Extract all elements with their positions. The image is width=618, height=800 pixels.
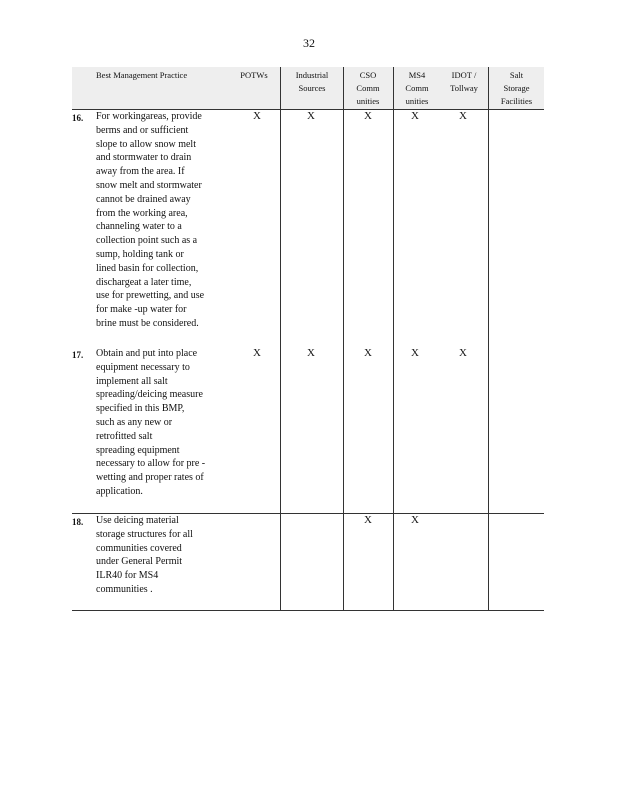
mark-cso: X xyxy=(364,347,372,359)
header-potws: POTWs xyxy=(240,70,268,80)
row-description xyxy=(96,110,226,331)
mark-idot: X xyxy=(459,110,467,122)
header-cso: CSO Comm unities xyxy=(356,70,380,106)
column-divider xyxy=(343,67,344,611)
text-line: berms and or sufficient xyxy=(96,124,189,136)
page-number: 32 xyxy=(303,36,315,50)
text-line: application. xyxy=(96,485,143,497)
text-line: cannot be drained away xyxy=(96,193,191,205)
mark-ms4: X xyxy=(411,110,419,122)
row-number: 18. xyxy=(72,517,84,527)
mark-ms4: X xyxy=(411,347,419,359)
row-description xyxy=(96,514,226,597)
text-line: necessary to allow for pre - xyxy=(96,458,206,470)
text-line: under General Permit xyxy=(96,556,183,568)
text-line: from the working area, xyxy=(96,207,188,219)
mark-cso: X xyxy=(364,110,372,122)
mark-industrial: X xyxy=(307,347,315,359)
mark-cso: X xyxy=(364,514,372,526)
mark-potws: X xyxy=(253,347,261,359)
header-industrial: Industrial Sources xyxy=(295,70,329,93)
text-line: away from the area. If xyxy=(96,166,185,178)
text-line: dischargeat a later time, xyxy=(96,276,192,288)
text-line: communities . xyxy=(96,583,153,595)
text-line: snow melt and stormwater xyxy=(96,179,202,191)
text-line: and stormwater to drain xyxy=(96,152,192,164)
header-salt: Salt Storage Facilities xyxy=(500,70,533,106)
column-divider xyxy=(280,67,281,611)
text-line: wetting and proper rates of xyxy=(96,472,204,484)
text-line: communities covered xyxy=(96,542,182,554)
row-number: 16. xyxy=(72,113,84,123)
column-divider xyxy=(488,67,489,611)
header-idot: IDOT / Tollway xyxy=(450,70,478,93)
table-header xyxy=(72,67,544,110)
table-bottom-rule xyxy=(72,610,544,611)
text-line: specified in this BMP, xyxy=(96,403,185,415)
text-line: equipment necessary to xyxy=(96,361,190,373)
text-line: collection point such as a xyxy=(96,235,198,247)
row-number: 17. xyxy=(72,350,84,360)
header-bmp: Best Management Practice xyxy=(96,70,188,80)
mark-potws: X xyxy=(253,110,261,122)
text-line: such as any new or xyxy=(96,416,173,428)
row-description xyxy=(96,347,226,499)
mark-ms4: X xyxy=(411,514,419,526)
text-line: spreading equipment xyxy=(96,444,180,456)
mark-industrial: X xyxy=(307,110,315,122)
text-line: implement all salt xyxy=(96,375,168,387)
text-line: for make -up water for xyxy=(96,304,187,316)
text-line: retrofitted salt xyxy=(96,430,153,442)
text-line: For workingareas, provide xyxy=(96,111,202,122)
text-line: brine must be considered. xyxy=(96,317,199,329)
text-line: Obtain and put into place xyxy=(96,348,198,359)
text-line: storage structures for all xyxy=(96,528,193,540)
text-line: channeling water to a xyxy=(96,221,182,233)
mark-idot: X xyxy=(459,347,467,359)
text-line: Use deicing material xyxy=(96,515,179,526)
column-divider xyxy=(393,67,394,611)
text-line: lined basin for collection, xyxy=(96,262,199,274)
text-line: use for prewetting, and use xyxy=(96,290,205,302)
text-line: sump, holding tank or xyxy=(96,248,184,260)
header-ms4: MS4 Comm unities xyxy=(405,70,429,106)
text-line: slope to allow snow melt xyxy=(96,138,196,150)
text-line: spreading/deicing measure xyxy=(96,389,203,401)
text-line: ILR40 for MS4 xyxy=(96,570,159,582)
